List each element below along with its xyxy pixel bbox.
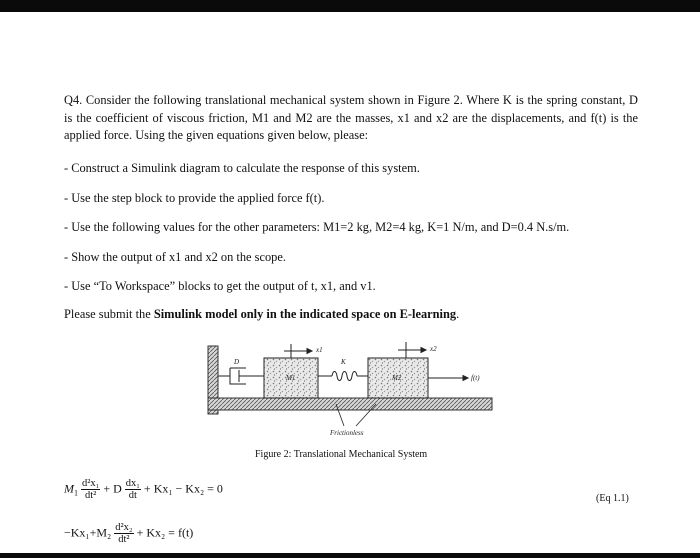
frictionless-label: Frictionless <box>330 429 364 437</box>
submit-instruction <box>64 306 459 324</box>
x1-arrow <box>284 344 312 358</box>
equation-number: (Eq 1.1) <box>596 493 629 504</box>
spring <box>318 372 368 381</box>
mechanical-system-figure <box>206 340 496 450</box>
x2-label: x2 <box>430 345 437 353</box>
eq2-frac-num: d²x₂ <box>115 522 133 533</box>
mass-m1-label: M1 <box>286 374 296 382</box>
eq1-plus-d: + D <box>103 481 122 496</box>
damper-label: D <box>234 358 240 366</box>
eq1-frac1-num: d²x₁ <box>82 478 100 489</box>
eq1-m1: M <box>64 481 74 496</box>
eq2-lead: −Kx₁+M₂ <box>64 525 112 540</box>
eq1-m1-sub: 1 <box>74 488 78 498</box>
eq2-frac-den: dt² <box>118 534 130 545</box>
eq1-frac1-den: dt² <box>84 490 97 501</box>
bottom-border-bar <box>0 553 700 558</box>
submit-prefix: Please submit the <box>64 307 154 321</box>
x1-label: x1 <box>316 346 323 354</box>
ground <box>208 398 492 410</box>
top-border-bar <box>0 0 700 12</box>
bullet-step-block: - Use the step block to provide the applied force f(t). <box>64 191 325 205</box>
equation-2 <box>64 522 193 545</box>
submit-bold: Simulink model only in the indicated space on E-learning <box>153 307 457 321</box>
bullet-parameters: - Use the following values for the other parameters: M1=2 kg, M2=4 kg, K=1 N/m, and D=0.4 N.s/m. <box>64 220 570 234</box>
damper <box>218 368 264 384</box>
submit-suffix: . <box>456 307 460 321</box>
x2-arrow <box>398 342 426 358</box>
bullet-simulink: - Construct a Simulink diagram to calculate the response of this system. <box>64 161 420 175</box>
eq1-first-derivative <box>125 478 141 501</box>
mass-m2-label: M2 <box>392 374 402 382</box>
force-arrow <box>428 376 468 381</box>
eq1-rest: + Kx₁ − Kx₂ = 0 <box>143 481 223 496</box>
force-label: f(t) <box>471 374 480 382</box>
figure-caption: Figure 2: Translational Mechanical System <box>255 449 428 460</box>
bullet-to-workspace: - Use “To Workspace” blocks to get the output of t, x1, and v1. <box>64 279 376 293</box>
eq1-frac2-den: dt <box>128 490 137 501</box>
eq2-second-derivative <box>114 522 133 545</box>
question-intro: Q4. Consider the following translational mechanical system shown in Figure 2. Where K is the spring constant, D is the coefficient of viscous friction, M1 and M2 are the masses, x1 and x2 are the displacements, and f(t) is the applied force. Using the given equations given below, please: <box>64 93 638 142</box>
eq1-second-derivative <box>81 478 100 501</box>
equation-1 <box>64 478 223 501</box>
eq1-frac2-num: dx₁ <box>125 478 140 489</box>
spring-label: K <box>341 358 346 366</box>
question-text <box>64 92 638 321</box>
eq2-rest: + Kx₂ = f(t) <box>136 525 194 540</box>
bullet-scope: - Show the output of x1 and x2 on the scope. <box>64 250 286 264</box>
